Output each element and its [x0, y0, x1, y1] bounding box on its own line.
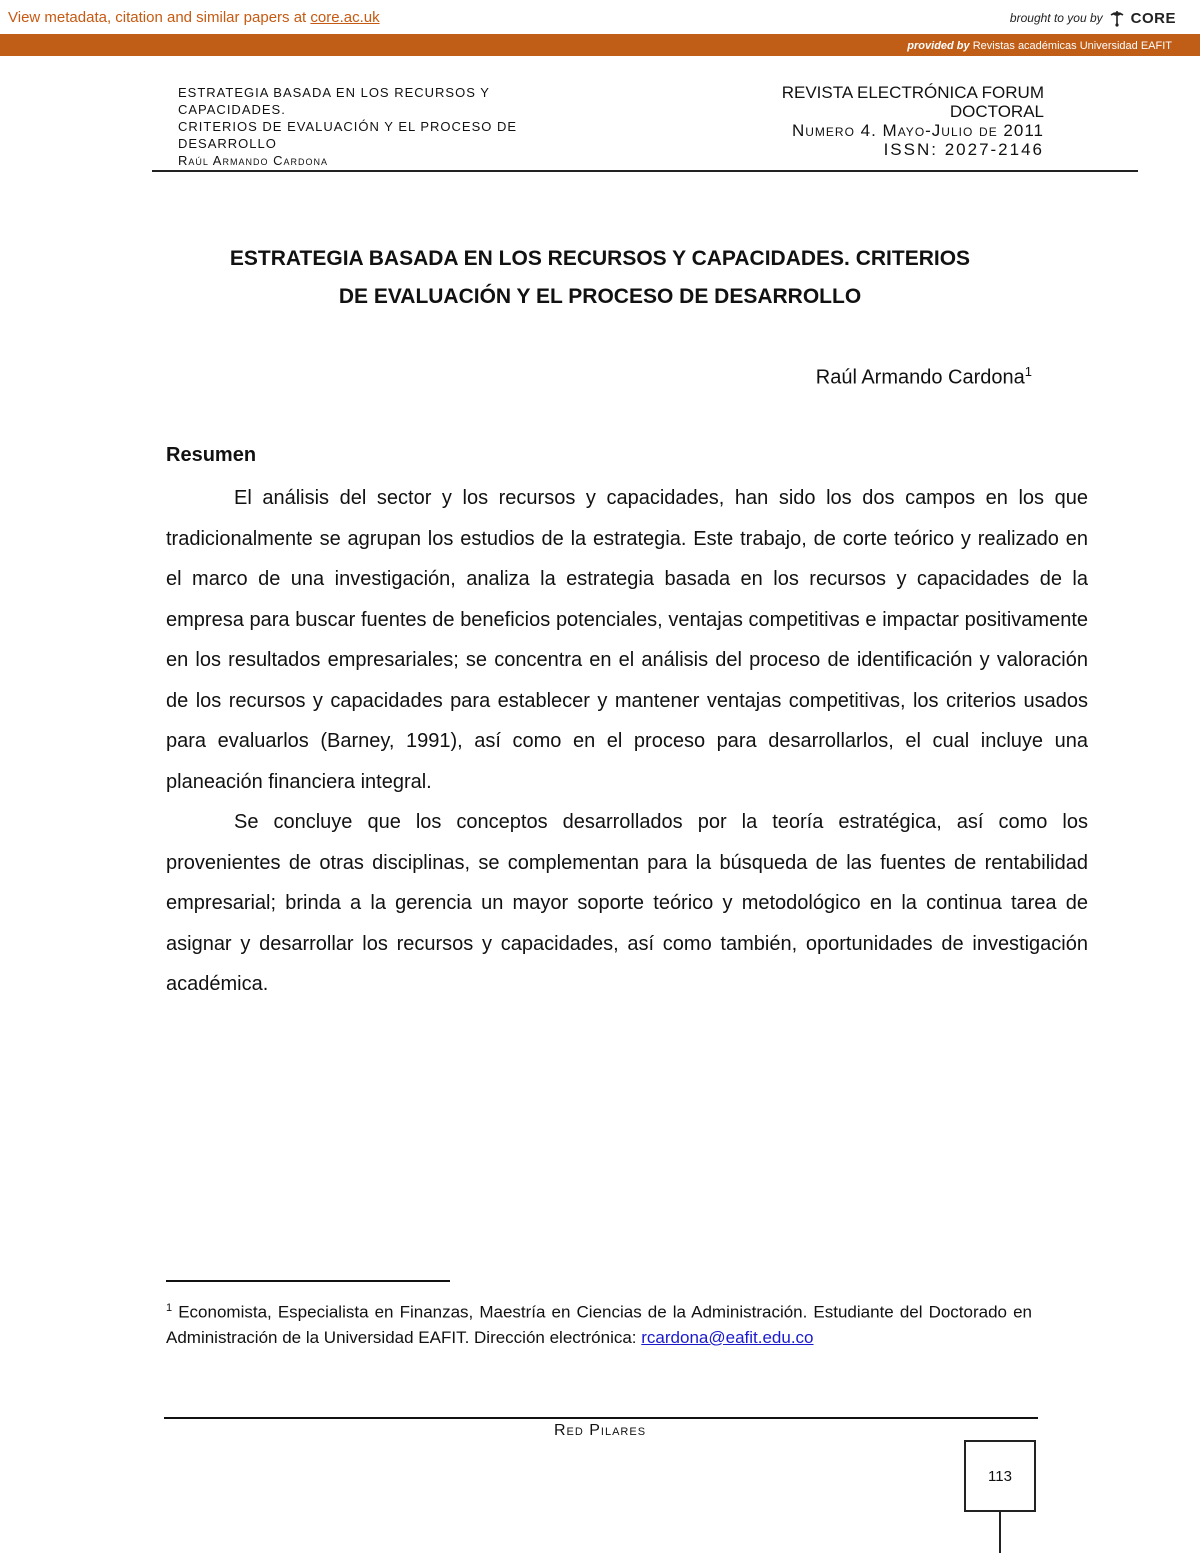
core-banner	[0, 0, 1200, 34]
running-header-title-line: CRITERIOS DE EVALUACIÓN Y EL PROCESO DE	[178, 119, 518, 134]
running-header-title-line: CAPACIDADES.	[178, 102, 286, 117]
author-footnote-mark[interactable]: 1	[1024, 364, 1032, 379]
journal-name-line: REVISTA ELECTRÓNICA FORUM	[781, 83, 1044, 102]
running-header-title-line: DESARROLLO	[178, 136, 277, 151]
footnote-text: Economista, Especialista en Finanzas, Maestría en Ciencias de la Administración. Estudiante del Doctorado en Administración de la Universidad EAFIT. Dirección electrónica:	[166, 1302, 1032, 1347]
footer-label: Red Pilares	[553, 1422, 647, 1439]
page-number: 113	[988, 1467, 1012, 1485]
footnote	[166, 1296, 1032, 1350]
running-header-right	[782, 83, 1044, 159]
core-link[interactable]: core.ac.uk	[310, 9, 380, 26]
core-brand[interactable]	[1010, 8, 1176, 28]
abstract-body	[166, 478, 1088, 1005]
article-title-line: ESTRATEGIA BASADA EN LOS RECURSOS Y CAPACIDADES. CRITERIOS	[229, 247, 971, 270]
core-brand-name: CORE	[1130, 9, 1176, 27]
running-header-left	[178, 84, 598, 169]
abstract-heading: Resumen	[166, 444, 257, 466]
article-title	[150, 240, 1050, 316]
running-header-author: Raúl Armando Cardona	[178, 153, 328, 168]
core-metadata-link[interactable]	[8, 9, 380, 26]
page-number-tail	[999, 1510, 1001, 1553]
footer-divider	[164, 1417, 1038, 1419]
article-author	[816, 364, 1032, 390]
journal-issn: ISSN: 2027-2146	[883, 140, 1044, 159]
page-number-box	[964, 1440, 1036, 1512]
header-divider	[152, 170, 1138, 172]
footnote-email-link[interactable]: rcardona@eafit.edu.co	[641, 1327, 814, 1347]
journal-name-line: DOCTORAL	[949, 102, 1044, 121]
core-logo-icon	[1107, 8, 1127, 28]
abstract-paragraph: El análisis del sector y los recursos y capacidades, han sido los dos campos en los que tradicionalmente se agrupan los estudios de la estrategia. Este trabajo, de corte teórico y realizado en el marco de una investigación, analiza la estrategia basada en los recursos y capacidades de la empresa para buscar fuentes de beneficios potenciales, ventajas competitivas e impactar positivamente en los resultados empresariales; se concentra en el análisis del proceso de identificación y valoración de los recursos y capacidades para establecer y mantener ventajas competitivas, los criterios usados para evaluarlos (Barney, 1991), así como en el proceso para desarrollarlos, el cual incluye una planeación financiera integral.	[166, 487, 1088, 793]
core-brought-by: brought to you by	[1009, 11, 1103, 25]
core-provided-text[interactable]	[907, 40, 1172, 52]
core-link-prefix: View metadata, citation and similar papers at	[8, 9, 311, 26]
footnote-divider	[166, 1280, 450, 1282]
abstract-paragraph: Se concluye que los conceptos desarrollados por la teoría estratégica, así como los provenientes de otras disciplinas, se complementan para la búsqueda de las fuentes de rentabilidad empresarial; brinda a la gerencia un mayor soporte teórico y metodológico en la continua tarea de asignar y desarrollar los recursos y capacidades, así como también, oportunidades de investigación académica.	[166, 811, 1088, 995]
running-header-title-line: ESTRATEGIA BASADA EN LOS RECURSOS Y	[178, 85, 490, 100]
footnote-mark: 1	[166, 1302, 173, 1314]
core-provided-label: provided by	[907, 40, 970, 52]
article-title-line: DE EVALUACIÓN Y EL PROCESO DE DESARROLLO	[338, 285, 862, 308]
journal-issue: Numero 4. Mayo-Julio de 2011	[791, 121, 1044, 140]
core-provided-source: Revistas académicas Universidad EAFIT	[972, 40, 1172, 52]
author-name: Raúl Armando Cardona	[815, 366, 1025, 389]
